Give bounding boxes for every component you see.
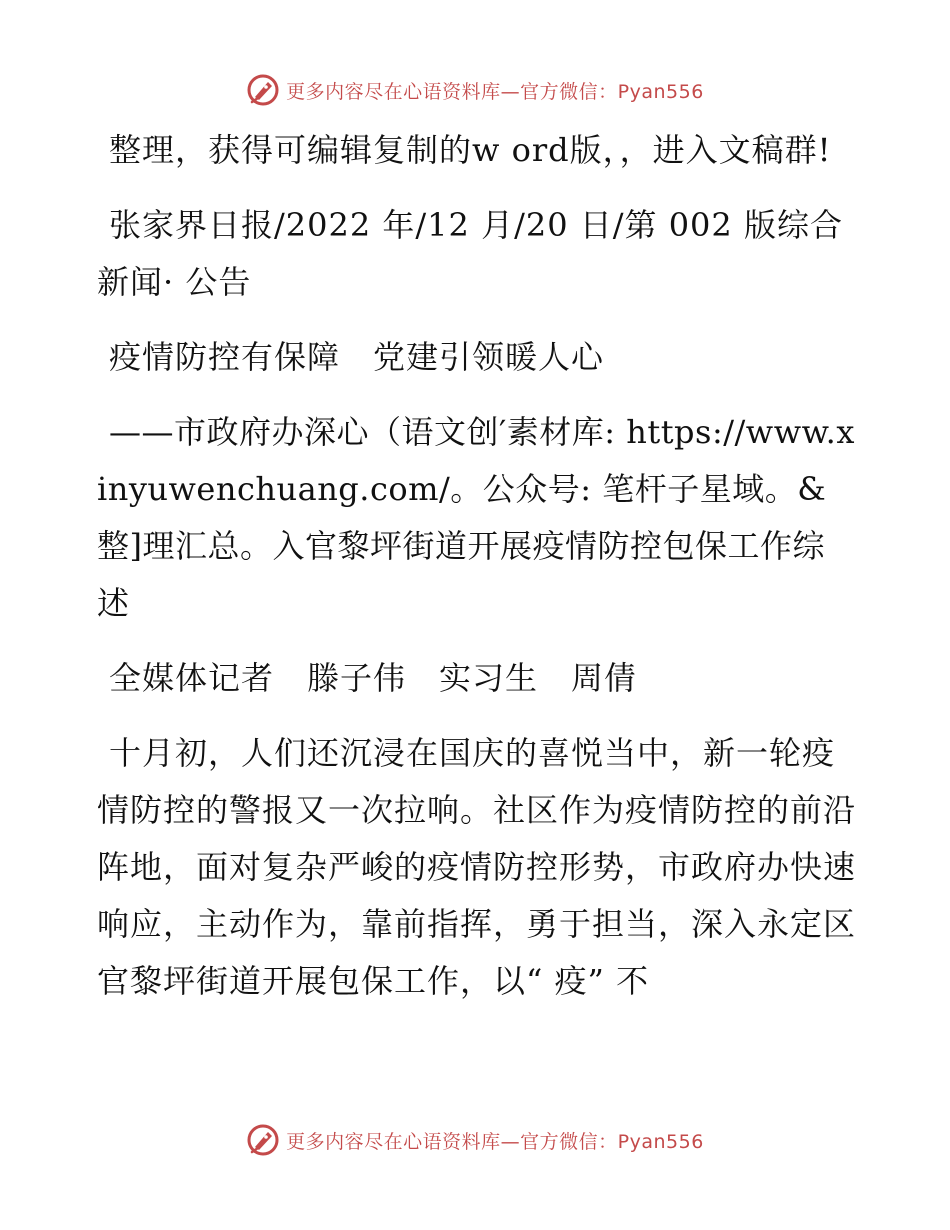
- intro-paragraph: 整理，获得可编辑复制的w ord版，，进入文稿群!: [109, 131, 832, 169]
- pen-nib-logo-icon: [246, 73, 280, 107]
- article-subtitle: ——市政府办深心（语文创′素材库: https://www.xinyuwenchuang.com/。公众号: 笔杆子星域。&整]理汇总。入官黎坪街道开展疫情防控包保工作综述: [97, 413, 855, 622]
- byline: 全媒体记者 滕子伟 实习生 周倩: [109, 659, 638, 697]
- source-line: 张家界日报/2022 年/12 月/20 日/第 002 版综合新闻· 公告: [97, 206, 843, 301]
- header-banner: [0, 70, 950, 110]
- footer-banner: [0, 1120, 950, 1160]
- banner-text: 更多内容尽在心语资料库—官方微信：Pyan556: [286, 80, 704, 103]
- body-paragraph: 十月初，人们还沉浸在国庆的喜悦当中，新一轮疫情防控的警报又一次拉响。社区作为疫情防控的前沿阵地，面对复杂严峻的疫情防控形势，市政府办快速响应，主动作为，靠前指挥，勇于担当，深入永定区官黎坪街道开展包保工作，以“ 疫” 不: [97, 734, 857, 1000]
- article-title: 疫情防控有保障 党建引领暖人心: [109, 338, 605, 376]
- banner-text: 更多内容尽在心语资料库—官方微信：Pyan556: [286, 1130, 704, 1153]
- pen-nib-logo-icon: [246, 1123, 280, 1157]
- document-body: [97, 122, 857, 1028]
